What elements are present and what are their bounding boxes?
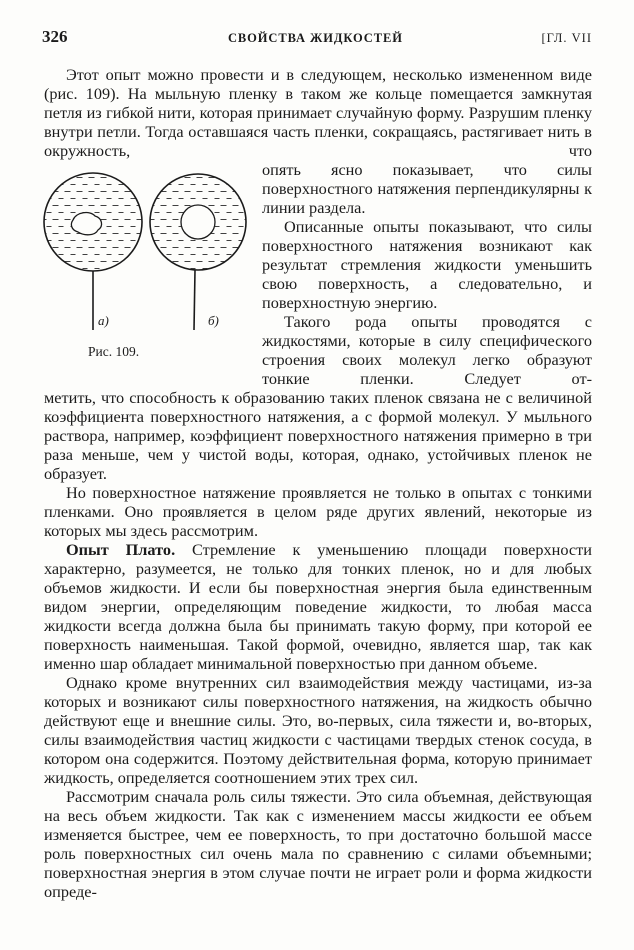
paragraph-2: Описанные опыты показывают, что силы поверхностного натяжения возникают как результат стремления жидкости уменьшить свою поверхность, а следовательно, и поверхностную энергию. <box>262 217 592 312</box>
running-title: СВОЙСТВА ЖИДКОСТЕЙ <box>228 31 403 45</box>
chapter-label: [ГЛ. VII <box>541 31 592 45</box>
page-number: 326 <box>42 27 68 46</box>
paragraph-1-end: опять ясно показывает, что силы поверхностного натяжения перпендикулярны к линии раздела. <box>262 160 592 217</box>
figure-b-handle <box>194 270 195 330</box>
text-column <box>44 65 592 901</box>
paragraph-5-body: Стремление к уменьшению площади поверхности характерно, разумеется, не только для тонких пленок, но и для любых объемов жидкости. И если бы поверхностная энергия была единственным видом энергии, определяющим поведение жидкости, то любая масса жидкости всегда должна была бы принимать такую форму, при которой ее поверхность наименьшая. Такой формой, очевидно, является шар, так как именно шар обладает минимальной поверхностью при данном объеме. <box>44 540 592 673</box>
figure-caption: Рис. 109. <box>88 344 140 359</box>
figure-b-label: б) <box>208 313 219 328</box>
paragraph-3-end: метить, что способность к образованию таких пленок связана не с величиной коэффициента поверхностного натяжения, а с формой молекул. У мыльного раствора, например, коэффициент поверхностного натяжения примерно в три раза меньше, чем у чистой воды, которая, однако, устойчивых пленок не образует. <box>44 388 592 483</box>
paragraph-4: Но поверхностное натяжение проявляется не только в опытах с тонкими пленками. Оно проявляется в целом ряде других явлений, некоторые из которых мы здесь рассмотрим. <box>44 483 592 540</box>
paragraph-3-start: Такого рода опыты проводятся с жидкостями, которые в силу специфического строения своих молекул легко образуют тонкие пленки. Следует от- <box>262 312 592 388</box>
figure-a-label: а) <box>98 313 109 328</box>
figure-b-thread-circle <box>181 205 215 239</box>
paragraph-5 <box>44 540 592 673</box>
figure-109 <box>40 160 255 388</box>
section-run-in-heading: Опыт Плато. <box>66 540 176 559</box>
figure-wrap-section <box>44 160 592 388</box>
paragraph-1-start: Этот опыт можно провести и в следующем, несколько измененном виде (рис. 109). На мыльную пленку в таком же кольце помещается замкнутая петля из гибкой нити, которая принимает случайную форму. Разрушим пленку внутри петли. Тогда оставшаяся часть пленки, сокращаясь, растягивает нить в окружность, что <box>44 65 592 160</box>
paragraph-7: Рассмотрим сначала роль силы тяжести. Это сила объемная, действующая на весь объем жидкости. Так как с изменением массы жидкости ее объем изменяется быстрее, чем ее поверхность, то при достаточно большой массе роль поверхностных сил очень мала по сравнению с силами объемными; поверхностная энергия в этом случае почти не играет роли и форма жидкости опреде- <box>44 787 592 901</box>
paragraph-6: Однако кроме внутренних сил взаимодействия между частицами, из-за которых и возникают силы поверхностного натяжения, на жидкость обычно действуют еще и внешние силы. Это, во-первых, сила тяжести и, во-вторых, силы взаимодействия частиц жидкости с частицами твердых стенок сосуда, в котором она содержится. Поэтому действительная форма, которую принимает жидкость, определяется соотношением этих трех сил. <box>44 673 592 787</box>
